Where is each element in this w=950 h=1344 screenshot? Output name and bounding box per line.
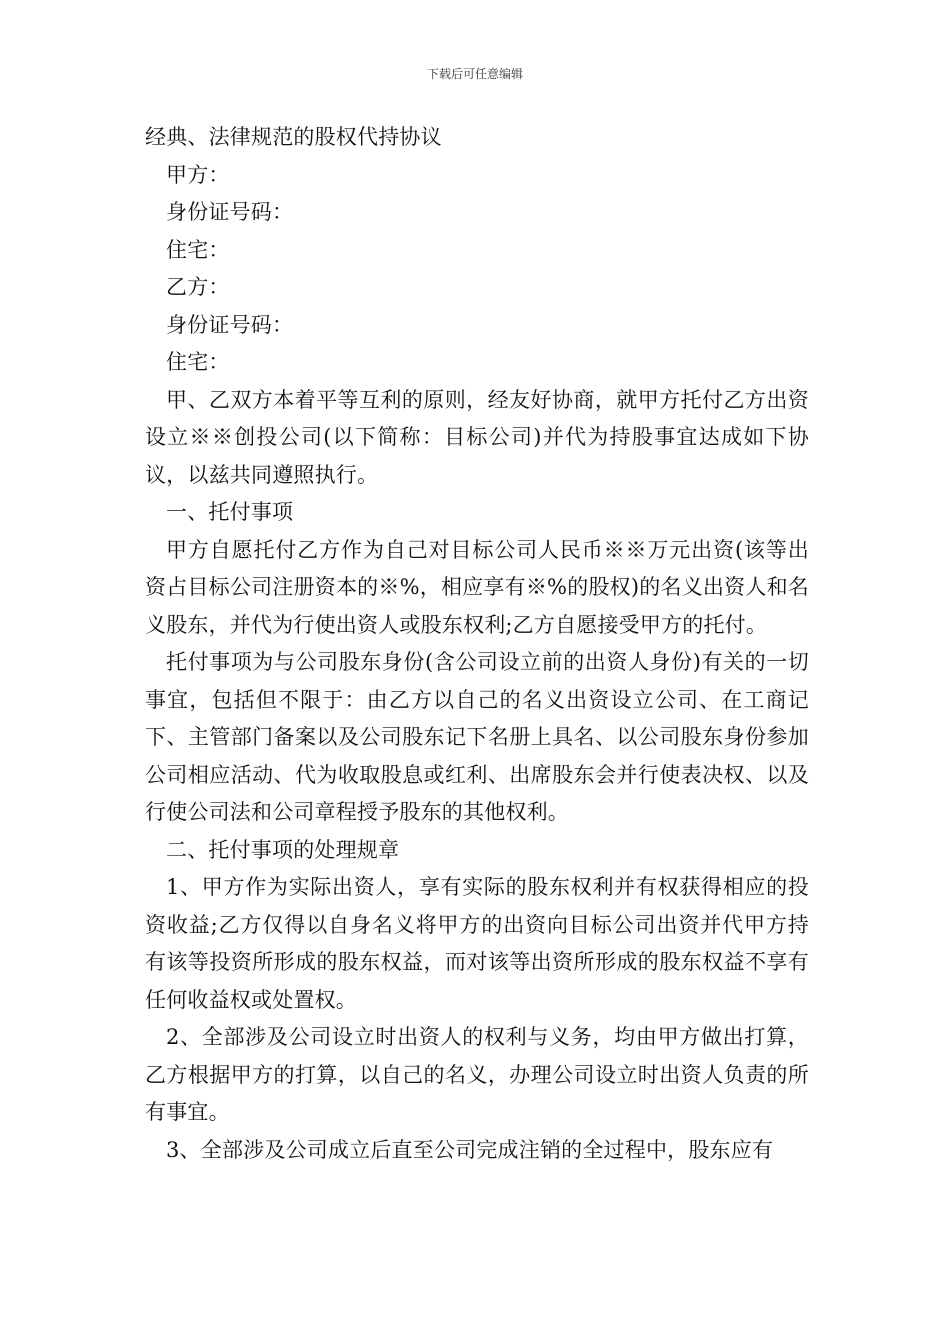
party-b-address-label: 住宅： [166, 350, 230, 374]
preamble-paragraph: 甲、乙双方本着平等互利的原则，经友好协商，就甲方托付乙方出资设立※※创投公司(以下简称：目标公司)并代为持股事宜达成如下协议，以兹共同遵照执行。 [145, 387, 809, 487]
section-2-item-2: 2、全部涉及公司设立时出资人的权利与义务，均由甲方做出打算，乙方根据甲方的打算，以自己的名义，办理公司设立时出资人负责的所有事宜。 [145, 1025, 809, 1124]
section-1-paragraph-2: 托付事项为与公司股东身份(含公司设立前的出资人身份)有关的一切事宜，包括但不限于：由乙方以自己的名义出资设立公司、在工商记下、主管部门备案以及公司股东记下名册上具名、以公司股东身份参加公司相应活动、代为收取股息或红利、出席股东会并行使表决权、以及行使公司法和公司章程授予股东的其他权利。 [145, 650, 809, 824]
section-1-paragraph-1: 甲方自愿托付乙方作为自己对目标公司人民币※※万元出资(该等出资占目标公司注册资本的※%，相应享有※%的股权)的名义出资人和名义股东，并代为行使出资人或股东权利;乙方自愿接受甲方的托付。 [145, 537, 809, 637]
section-2-item-1: 1、甲方作为实际出资人，享有实际的股东权利并有权获得相应的投资收益;乙方仅得以自身名义将甲方的出资向目标公司出资并代甲方持有该等投资所形成的股东权益，而对该等出资所形成的股东权益不享有任何收益权或处置权。 [145, 875, 809, 1012]
party-b-label: 乙方： [166, 275, 230, 299]
section-2-heading: 二、托付事项的处理规章 [166, 837, 400, 862]
page-header-note: 下载后可任意编辑 [426, 67, 523, 81]
document-title: 经典、法律规范的股权代持协议 [145, 125, 442, 149]
party-b-id-label: 身份证号码： [166, 312, 294, 337]
section-1-heading: 一、托付事项 [166, 500, 294, 524]
section-2-item-3: 3、全部涉及公司成立后直至公司完成注销的全过程中，股东应有 [166, 1137, 774, 1162]
document-body [145, 119, 809, 1169]
party-a-id-label: 身份证号码： [166, 200, 294, 224]
party-a-address-label: 住宅： [166, 237, 230, 262]
party-a-label: 甲方： [166, 162, 230, 187]
